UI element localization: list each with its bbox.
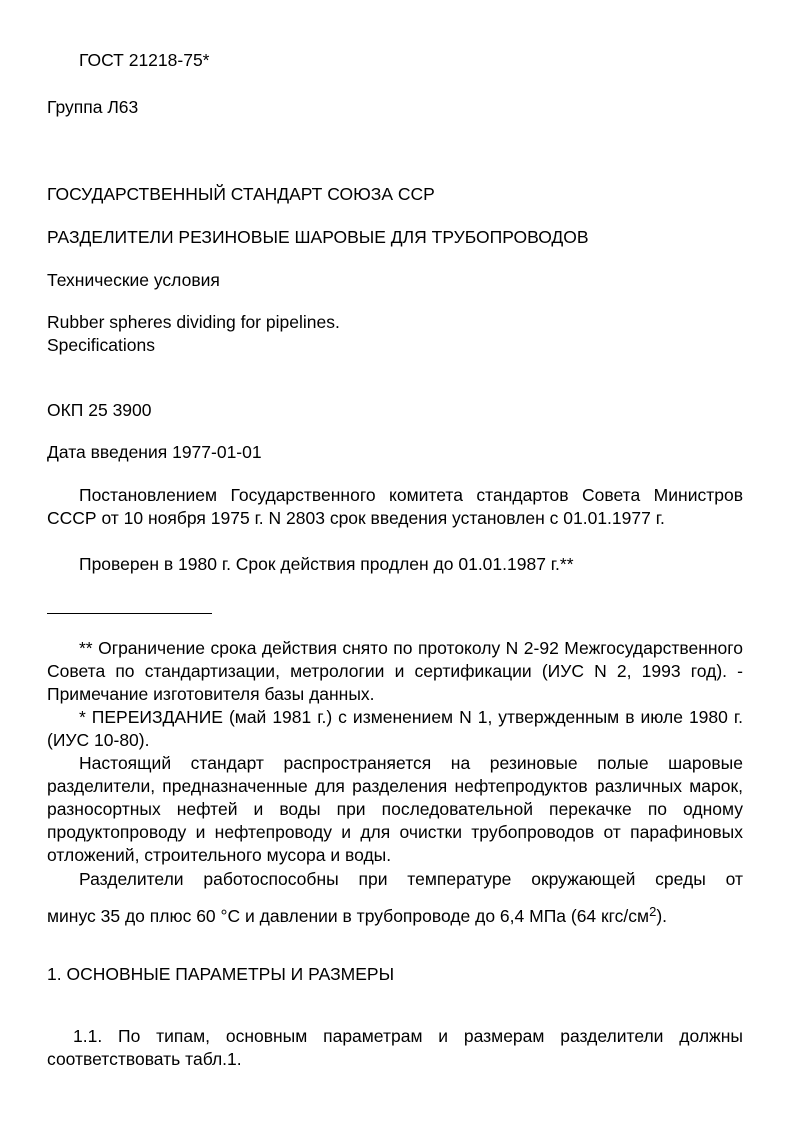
document-title: РАЗДЕЛИТЕЛИ РЕЗИНОВЫЕ ШАРОВЫЕ ДЛЯ ТРУБОПРОВОДОВ	[47, 227, 589, 247]
group-code: Группа Л63	[47, 97, 139, 117]
section-1-heading: 1. ОСНОВНЫЕ ПАРАМЕТРЫ И РАЗМЕРЫ	[47, 964, 395, 984]
okp-code: ОКП 25 3900	[47, 400, 152, 420]
english-title-line-1: Rubber spheres dividing for pipelines.	[47, 312, 340, 332]
english-title-line-2: Specifications	[47, 335, 155, 355]
checked-paragraph: Проверен в 1980 г. Срок действия продлен до 01.01.1987 г.**	[79, 554, 574, 574]
operability-end: ).	[656, 906, 668, 926]
footnote-reissue: * ПЕРЕИЗДАНИЕ (май 1981 г.) с изменением N 1, утвержденным в июле 1980 г. (ИУС 10-80).	[47, 707, 743, 750]
decree-paragraph: Постановлением Государственного комитета стандартов Совета Министров СССР от 10 ноября 1975 г. N 2803 срок введения установлен с 01.01.1977 г.	[47, 485, 743, 528]
gost-number: ГОСТ 21218-75*	[79, 50, 210, 70]
state-standard-heading: ГОСУДАРСТВЕННЫЙ СТАНДАРТ СОЮЗА ССР	[47, 184, 435, 204]
document-subtitle: Технические условия	[47, 270, 220, 290]
introduction-date: Дата введения 1977-01-01	[47, 442, 262, 462]
footnote-validity: ** Ограничение срока действия снято по протоколу N 2-92 Межгосударственного Совета по стандартизации, метрологии и сертификации (ИУС N 2, 1993 год). - Примечание изготовителя базы данных.	[47, 638, 743, 704]
operability-line-1: Разделители работоспособны при температуре окружающей среды от	[79, 869, 743, 889]
operability-text: минус 35 до плюс 60 °С и давлении в трубопроводе до 6,4 МПа (64 кгс/см	[47, 906, 650, 926]
footnote-divider	[47, 613, 212, 614]
superscript-two: 2	[649, 904, 657, 919]
clause-1-1: 1.1. По типам, основным параметрам и размерам разделители должны соответствовать табл.1.	[47, 1026, 743, 1069]
scope-paragraph: Настоящий стандарт распространяется на резиновые полые шаровые разделители, предназначенные для разделения нефтепродуктов различных марок, разносортных нефтей и воды при последовательной перекачке по одному продуктопроводу и нефтепроводу и для очистки трубопроводов от парафиновых отложений, строительного мусора и воды.	[47, 753, 743, 865]
operability-line-2	[47, 899, 743, 929]
